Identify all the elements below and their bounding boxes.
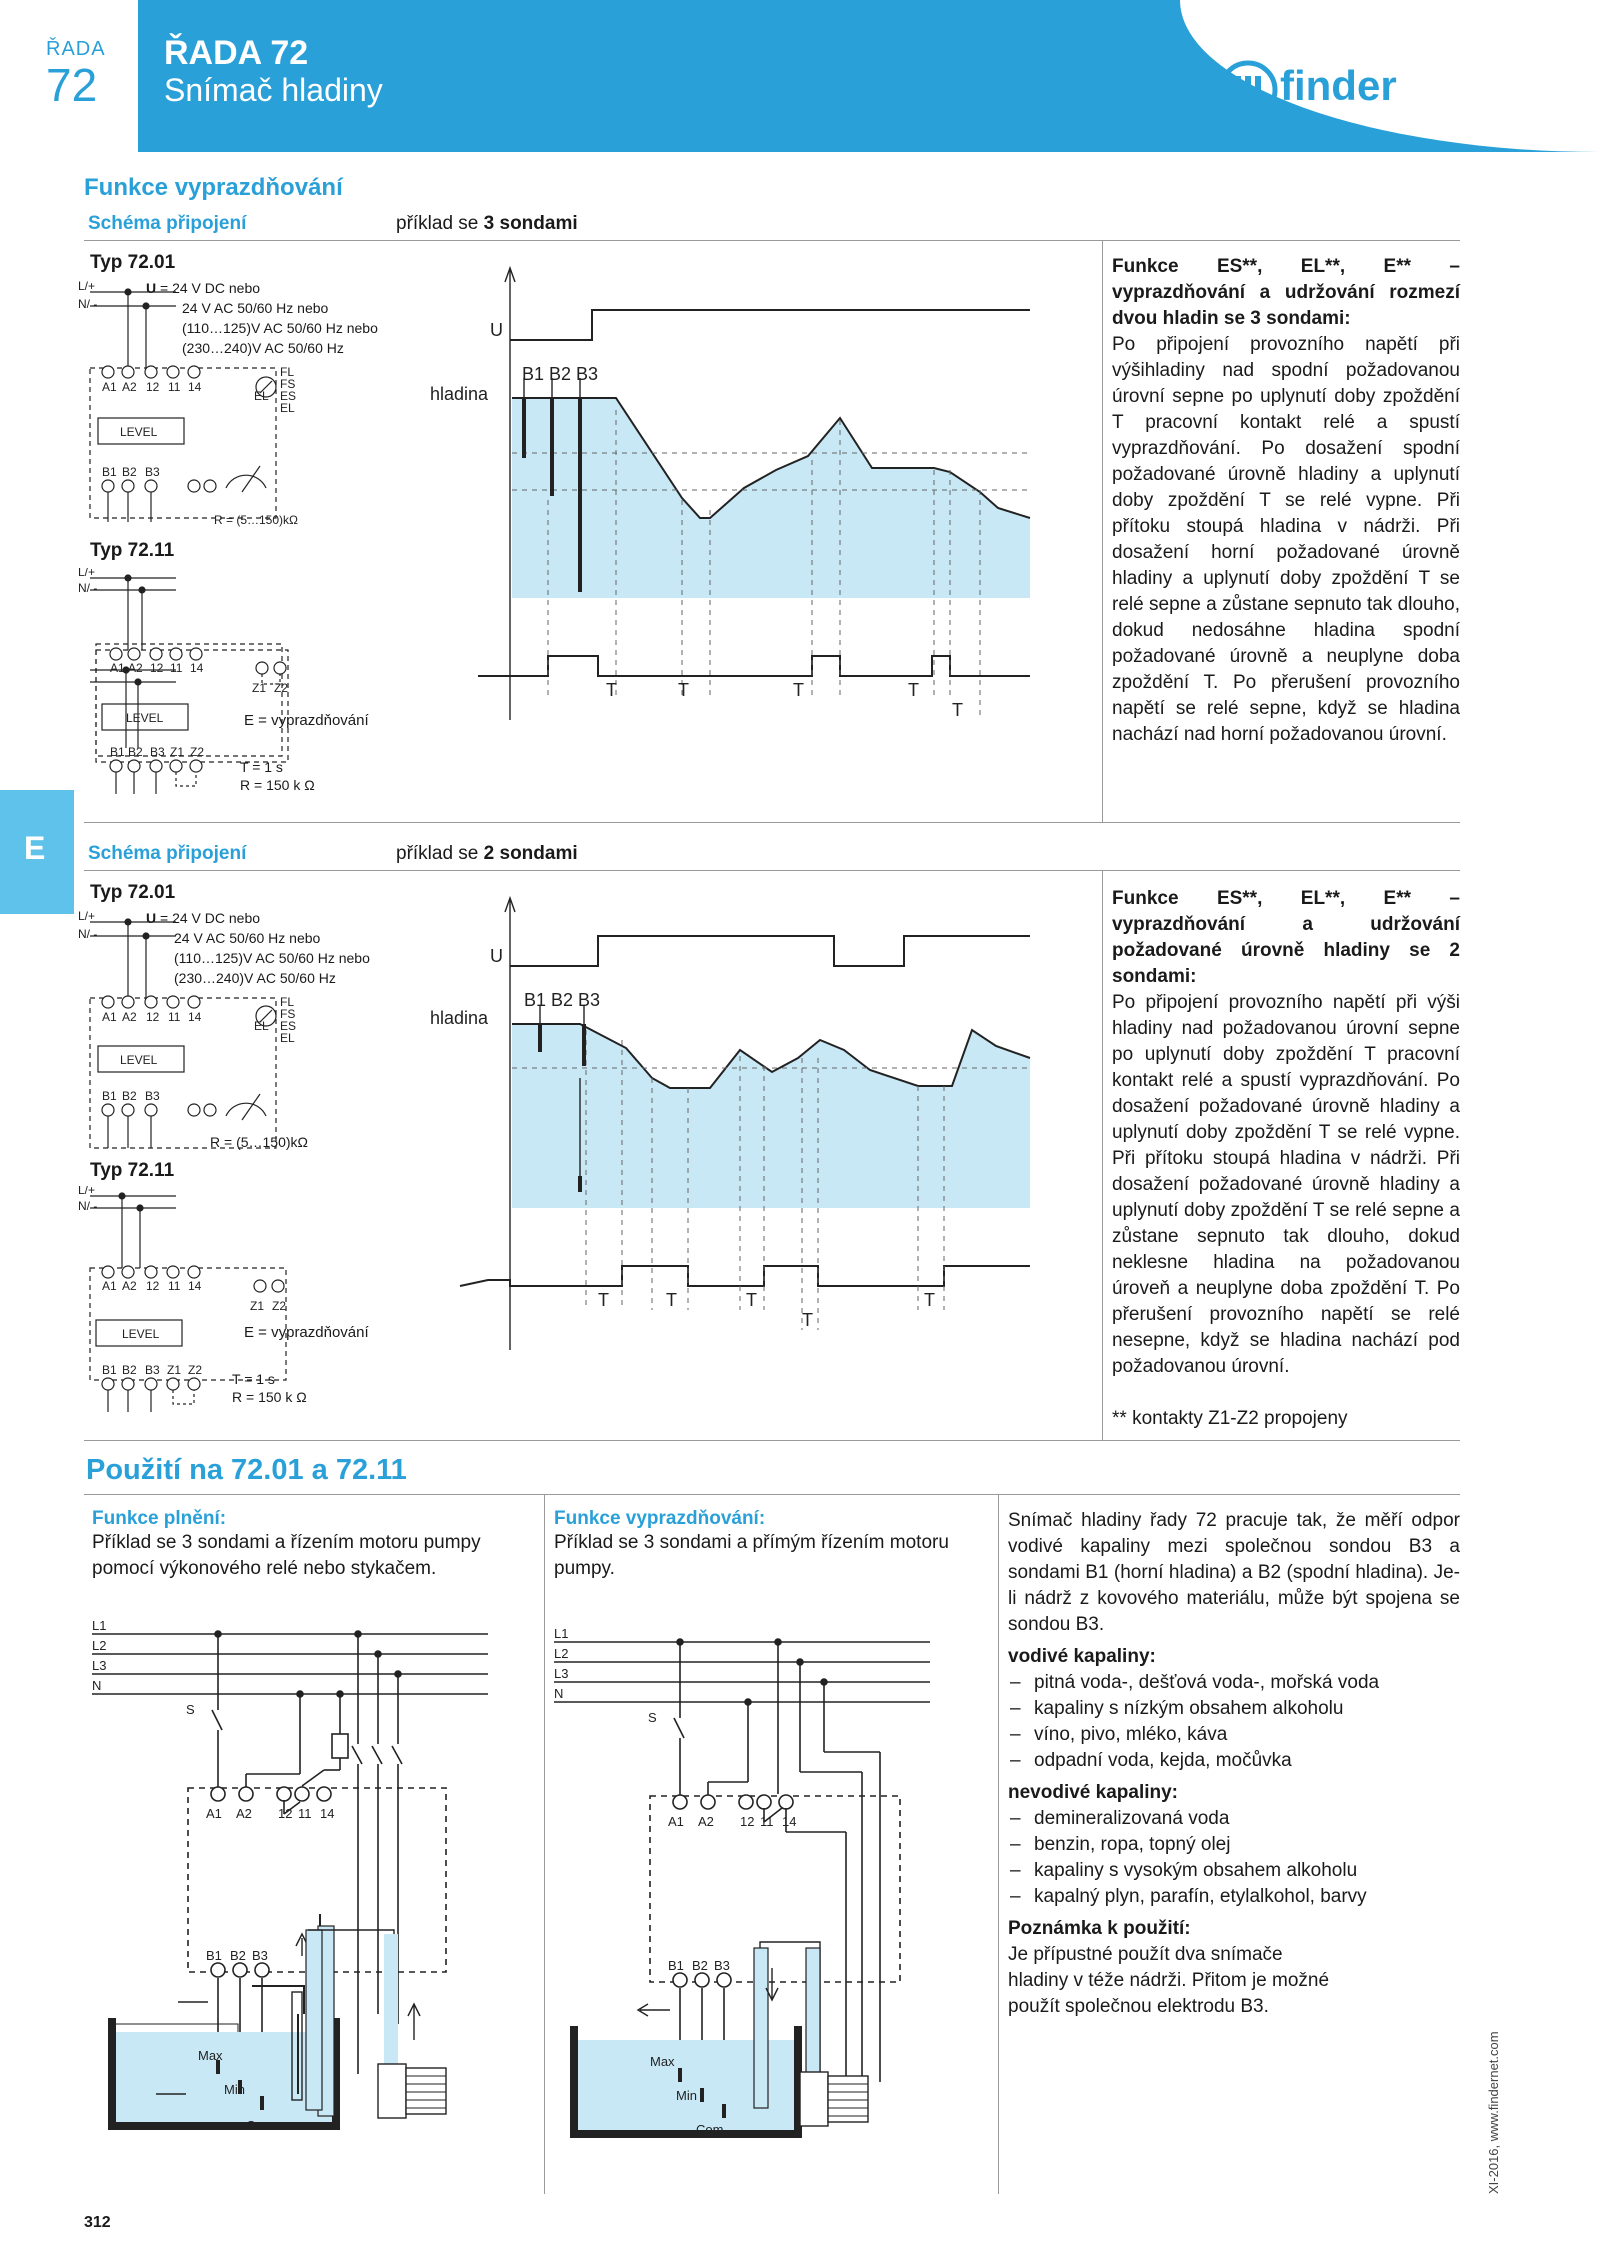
divider bbox=[84, 1494, 1460, 1495]
list-item: – kapalný plyn, parafín, etylalkohol, barvy bbox=[1008, 1884, 1460, 1910]
probe-com-label: Com bbox=[246, 2118, 274, 2133]
terminal-b2: B2 bbox=[128, 745, 143, 759]
terminal-b2: B2 bbox=[230, 1948, 246, 1963]
terminal-z1: Z1 bbox=[170, 745, 185, 759]
divider bbox=[84, 870, 1460, 871]
page-number: 312 bbox=[84, 2214, 111, 2231]
delay-t-label: T bbox=[598, 1290, 609, 1310]
supply-line: (230…240)V AC 50/60 Hz bbox=[174, 970, 336, 986]
contacts-note: ** kontakty Z1-Z2 propojeny bbox=[1112, 1408, 1348, 1429]
terminal-12: 12 bbox=[278, 1806, 293, 1821]
nminus-label: N/ - bbox=[78, 297, 98, 311]
level-axis-label: hladina bbox=[430, 384, 489, 404]
terminal-b3: B3 bbox=[145, 1089, 160, 1103]
example-prefix-2: příklad se bbox=[396, 843, 484, 864]
example-bold-1: 3 sondami bbox=[483, 213, 578, 234]
example-label-2 bbox=[396, 843, 578, 865]
level-module-label: LEVEL bbox=[120, 1053, 158, 1067]
resistance-range: R = (5…150)kΩ bbox=[214, 513, 298, 527]
terminal-b1: B1 bbox=[102, 1363, 117, 1377]
nonconductive-title: nevodivé kapaliny: bbox=[1008, 1782, 1179, 1803]
supply-u-1: U bbox=[146, 280, 157, 296]
draining-function-block bbox=[554, 1508, 954, 1582]
mode-fl: FL bbox=[280, 365, 295, 379]
terminal-12: 12 bbox=[740, 1814, 755, 1829]
timing-values-2 bbox=[232, 1370, 307, 1406]
terminal-b1: B1 bbox=[668, 1958, 684, 1973]
probe-max-label: Max bbox=[650, 2054, 675, 2069]
typ-72-01-label-1: Typ 72.01 bbox=[90, 252, 176, 273]
mode-es: ES bbox=[280, 1019, 297, 1033]
typ-72-11-label-2: Typ 72.11 bbox=[90, 1160, 175, 1181]
delay-t-label: T bbox=[746, 1290, 757, 1310]
page-title: ŘADA 72 bbox=[164, 34, 309, 72]
side-tab-letter: E bbox=[24, 830, 46, 866]
section-title: Funkce vyprazdňování bbox=[84, 174, 343, 201]
n-label: N bbox=[554, 1686, 564, 1701]
terminal-a2: A2 bbox=[122, 1279, 137, 1293]
level-axis-label: hladina bbox=[430, 1008, 489, 1028]
terminal-z2: Z2 bbox=[272, 1299, 287, 1313]
mode-fs: FS bbox=[280, 377, 296, 391]
terminal-z1: Z1 bbox=[167, 1363, 182, 1377]
delay-t-label: T bbox=[908, 680, 919, 700]
terminal-z1: Z1 bbox=[250, 1299, 265, 1313]
terminal-a1: A1 bbox=[102, 380, 117, 394]
terminal-a2: A2 bbox=[122, 1010, 137, 1024]
delay-t-label: T bbox=[802, 1310, 813, 1330]
page-subtitle: Snímač hladiny bbox=[164, 72, 383, 108]
terminal-z2: Z2 bbox=[190, 745, 205, 759]
brand-name: finder bbox=[1280, 62, 1397, 109]
l2-label: L2 bbox=[554, 1646, 569, 1661]
filling-function-block bbox=[92, 1508, 532, 1582]
terminal-14: 14 bbox=[190, 661, 204, 675]
l1-label: L1 bbox=[554, 1626, 569, 1641]
terminal-b2: B2 bbox=[122, 1089, 137, 1103]
terminal-14: 14 bbox=[320, 1806, 335, 1821]
terminal-12: 12 bbox=[146, 380, 160, 394]
finder-logo-icon bbox=[1218, 60, 1278, 120]
terminal-14: 14 bbox=[188, 1279, 202, 1293]
divider bbox=[1102, 870, 1103, 1440]
u-axis-label: U bbox=[490, 320, 503, 340]
terminal-11: 11 bbox=[170, 661, 183, 675]
mode-fl: FL bbox=[280, 995, 295, 1009]
terminal-b3: B3 bbox=[145, 1363, 160, 1377]
terminal-a1: A1 bbox=[206, 1806, 222, 1821]
l2-label: L2 bbox=[92, 1638, 107, 1653]
timing-diagram-2 bbox=[430, 890, 1090, 1360]
switch-s-label: S bbox=[648, 1710, 657, 1725]
terminal-z1: Z1 bbox=[252, 681, 267, 695]
terminal-b3: B3 bbox=[252, 1948, 268, 1963]
probes-label: B1 B2 B3 bbox=[522, 364, 599, 384]
nminus-label: N/ - bbox=[78, 1199, 98, 1213]
draining-circuit-diagram bbox=[550, 1622, 990, 2142]
mode-label-1: E = vyprazdňování bbox=[244, 712, 369, 729]
selector-mode-el: EL bbox=[254, 1019, 269, 1033]
terminal-12: 12 bbox=[146, 1279, 160, 1293]
probe-max-label: Max bbox=[198, 2048, 223, 2063]
series-label: ŘADA bbox=[46, 38, 106, 60]
terminal-a1: A1 bbox=[102, 1279, 117, 1293]
level-module-label: LEVEL bbox=[126, 711, 164, 725]
divider bbox=[84, 822, 1460, 823]
side-tab bbox=[0, 790, 74, 914]
typ-72-11-label-1: Typ 72.11 bbox=[90, 540, 175, 561]
l1-label: L1 bbox=[92, 1618, 107, 1633]
terminal-a2: A2 bbox=[236, 1806, 252, 1821]
timing-diagram-1 bbox=[430, 260, 1090, 730]
terminal-11: 11 bbox=[168, 1279, 181, 1293]
series-number: 72 bbox=[46, 59, 98, 111]
sensor-intro-text: Snímač hladiny řady 72 pracuje tak, že měří odpor vodivé kapaliny mezi společnou sondou B3 a sondami B1 (horní hladina) a B2 (spodní hladina). Je-li nádrž z kovového materiálu, může být spojena se sondou B3. bbox=[1008, 1510, 1460, 1635]
level-module-label: LEVEL bbox=[122, 1327, 160, 1341]
delay-t-label: T bbox=[952, 700, 963, 720]
terminal-14: 14 bbox=[782, 1814, 797, 1829]
supply-line: (230…240)V AC 50/60 Hz bbox=[182, 340, 344, 356]
schema-label-1: Schéma připojení bbox=[88, 213, 247, 234]
terminal-14: 14 bbox=[188, 1010, 202, 1024]
terminal-b2: B2 bbox=[692, 1958, 708, 1973]
terminal-b2: B2 bbox=[122, 1363, 137, 1377]
usage-note-text: Je přípustné použít dva snímače hladiny v téže nádrži. Přitom je možné použít společnou elektrodu B3. bbox=[1008, 1944, 1330, 2017]
terminal-a1: A1 bbox=[110, 661, 125, 675]
nminus-label: N/ - bbox=[78, 927, 98, 941]
lplus-label: L/+ bbox=[78, 910, 96, 923]
filling-text: Příklad se 3 sondami a řízením motoru pumpy pomocí výkonového relé nebo stykačem. bbox=[92, 1532, 481, 1579]
terminal-b1: B1 bbox=[102, 465, 117, 479]
terminal-12: 12 bbox=[146, 1010, 160, 1024]
conductivity-info bbox=[1008, 1508, 1460, 2020]
t-value: T = 1 s bbox=[232, 1371, 275, 1387]
list-item: – benzin, ropa, topný olej bbox=[1008, 1832, 1460, 1858]
supply-line: (110…125)V AC 50/60 Hz nebo bbox=[174, 950, 370, 966]
example-prefix-1: příklad se bbox=[396, 213, 484, 234]
terminal-b1: B1 bbox=[102, 1089, 117, 1103]
terminal-11: 11 bbox=[168, 380, 181, 394]
u-axis-label: U bbox=[490, 946, 503, 966]
n-label: N bbox=[92, 1678, 102, 1693]
supply-u-2: U bbox=[146, 910, 157, 926]
terminal-a1: A1 bbox=[668, 1814, 684, 1829]
usage-note-title: Poznámka k použití: bbox=[1008, 1918, 1191, 1939]
example-label-1 bbox=[396, 213, 578, 235]
filling-circuit-diagram bbox=[88, 1614, 538, 2134]
mode-es: ES bbox=[280, 389, 297, 403]
list-item: – víno, pivo, mléko, káva bbox=[1008, 1722, 1460, 1748]
function-text-1: Po připojení provozního napětí při výšihladiny nad spodní požadovanou úrovní sepne po uplynutí doby zpoždění T pracovní kontakt relé a spustí vyprazdňování. Po dosažení spodní požadované úrovně hladiny a uplynutí doby zpoždění T se relé vypne. Při přítoku stoupá hladina v nádrži. Při dosažení horní požadované úrovně hladiny a uplynutí doby zpoždění T se relé sepne a zůstane sepnuto tak dlouho, dokud nedosáhne hladina spodní požadované úrovně a neuplyne doba zpoždění T. Po přerušení provozního napětí se relé sepne, když se hladina nachází nad horní požadovanou úrovní. bbox=[1112, 334, 1460, 745]
typ-72-01-label-2: Typ 72.01 bbox=[90, 882, 176, 903]
list-item: – demineralizovaná voda bbox=[1008, 1806, 1460, 1832]
terminal-12: 12 bbox=[150, 661, 164, 675]
terminal-a1: A1 bbox=[102, 1010, 117, 1024]
terminal-z2: Z2 bbox=[274, 681, 289, 695]
draining-title: Funkce vyprazdňování: bbox=[554, 1508, 766, 1529]
delay-t-label: T bbox=[793, 680, 804, 700]
terminal-b3: B3 bbox=[714, 1958, 730, 1973]
mode-el: EL bbox=[280, 401, 295, 415]
wiring-schematic-2 bbox=[76, 910, 396, 1160]
selector-mode-el: EL bbox=[254, 389, 269, 403]
r-value: R = 150 k Ω bbox=[232, 1389, 307, 1405]
example-bold-2: 2 sondami bbox=[483, 843, 578, 864]
list-item: – pitná voda-, dešťová voda-, mořská voda bbox=[1008, 1670, 1460, 1696]
terminal-z2: Z2 bbox=[188, 1363, 203, 1377]
divider bbox=[544, 1494, 545, 2194]
supply-line: 24 V AC 50/60 Hz nebo bbox=[182, 300, 329, 316]
conductive-title: vodivé kapaliny: bbox=[1008, 1646, 1156, 1667]
lplus-label: L/+ bbox=[78, 1186, 96, 1197]
terminal-a2: A2 bbox=[122, 380, 137, 394]
switch-s-label: S bbox=[186, 1702, 195, 1717]
probe-min-label: Min bbox=[224, 2082, 245, 2097]
t-value: T = 1 s bbox=[240, 759, 283, 775]
terminal-11: 11 bbox=[168, 1010, 181, 1024]
level-module-label: LEVEL bbox=[120, 425, 158, 439]
terminal-b1: B1 bbox=[110, 745, 125, 759]
filling-title: Funkce plnění: bbox=[92, 1508, 227, 1529]
nonconductive-list bbox=[1008, 1806, 1460, 1910]
function-text-2: Po připojení provozního napětí při výši hladiny nad požadovanou úrovní sepne po uplynutí doby zpoždění T pracovní kontakt relé a spustí vyprazdňování. Po dosažení požadované úrovně hladiny a uplynutí doby zpoždění T se relé vypne. Při přítoku stoupá hladina v nádrži. Při dosažení požadované úrovně hladiny a uplynutí doby zpoždění T se relé sepne a zůstane sepnuto tak dlouho, dokud neklesne hladina na požadovanou úroveň a neuplyne doba zpoždění T. Po přerušení provozního napětí se relé nesepne, když se hladina nachází pod požadovanou úrovní. bbox=[1112, 992, 1460, 1377]
delay-t-label: T bbox=[606, 680, 617, 700]
function-description-1 bbox=[1112, 254, 1460, 748]
finder-logo bbox=[1218, 60, 1458, 120]
probe-min-label: Min bbox=[676, 2088, 697, 2103]
usage-section-title: Použití na 72.01 a 72.11 bbox=[86, 1454, 407, 1486]
terminal-a2: A2 bbox=[698, 1814, 714, 1829]
divider bbox=[1102, 240, 1103, 822]
side-footer-text: XI-2016, www.findernet.com bbox=[1486, 2031, 1501, 2194]
nminus-label: N/ - bbox=[78, 581, 98, 595]
list-item: – odpadní voda, kejda, močůvka bbox=[1008, 1748, 1460, 1774]
delay-t-label: T bbox=[678, 680, 689, 700]
mode-fs: FS bbox=[280, 1007, 296, 1021]
mode-label-2: E = vyprazdňování bbox=[244, 1324, 369, 1341]
mode-el: EL bbox=[280, 1031, 295, 1045]
function-description-2 bbox=[1112, 886, 1460, 1380]
lplus-label: L/+ bbox=[78, 568, 96, 579]
lplus-label: L/+ bbox=[78, 280, 96, 293]
supply-line: = 24 V DC nebo bbox=[160, 910, 261, 926]
schema-label-2: Schéma připojení bbox=[88, 843, 247, 864]
supply-line: (110…125)V AC 50/60 Hz nebo bbox=[182, 320, 378, 336]
divider bbox=[84, 1440, 1460, 1441]
divider bbox=[84, 240, 1460, 241]
probes-label: B1 B2 B3 bbox=[524, 990, 601, 1010]
function-title-1: Funkce ES**, EL**, E** – vyprazdňování a udržování rozmezí dvou hladin se 3 sondami: bbox=[1112, 256, 1460, 329]
timing-values-1 bbox=[240, 758, 315, 794]
function-title-2: Funkce ES**, EL**, E** – vyprazdňování a udržování požadované úrovně hladiny se 2 sondami: bbox=[1112, 888, 1460, 987]
supply-line: 24 V AC 50/60 Hz nebo bbox=[174, 930, 321, 946]
wiring-schematic-72-11-1 bbox=[76, 568, 396, 800]
l3-label: L3 bbox=[92, 1658, 107, 1673]
terminal-b1: B1 bbox=[206, 1948, 222, 1963]
delay-t-label: T bbox=[666, 1290, 677, 1310]
terminal-b3: B3 bbox=[145, 465, 160, 479]
terminal-b3: B3 bbox=[150, 745, 165, 759]
list-item: – kapaliny s nízkým obsahem alkoholu bbox=[1008, 1696, 1460, 1722]
divider bbox=[998, 1494, 999, 2194]
resistance-range-2: R = (5…150)kΩ bbox=[210, 1134, 308, 1150]
r-value: R = 150 k Ω bbox=[240, 777, 315, 793]
delay-t-label: T bbox=[924, 1290, 935, 1310]
terminal-11: 11 bbox=[298, 1806, 312, 1821]
terminal-14: 14 bbox=[188, 380, 202, 394]
conductive-list bbox=[1008, 1670, 1460, 1774]
probe-com-label: Com bbox=[696, 2122, 724, 2137]
l3-label: L3 bbox=[554, 1666, 569, 1681]
draining-text: Příklad se 3 sondami a přímým řízením motoru pumpy. bbox=[554, 1532, 949, 1579]
supply-line: = 24 V DC nebo bbox=[160, 280, 261, 296]
list-item: – kapaliny s vysokým obsahem alkoholu bbox=[1008, 1858, 1460, 1884]
terminal-11: 11 bbox=[760, 1814, 774, 1829]
terminal-a2: A2 bbox=[128, 661, 143, 675]
terminal-b2: B2 bbox=[122, 465, 137, 479]
